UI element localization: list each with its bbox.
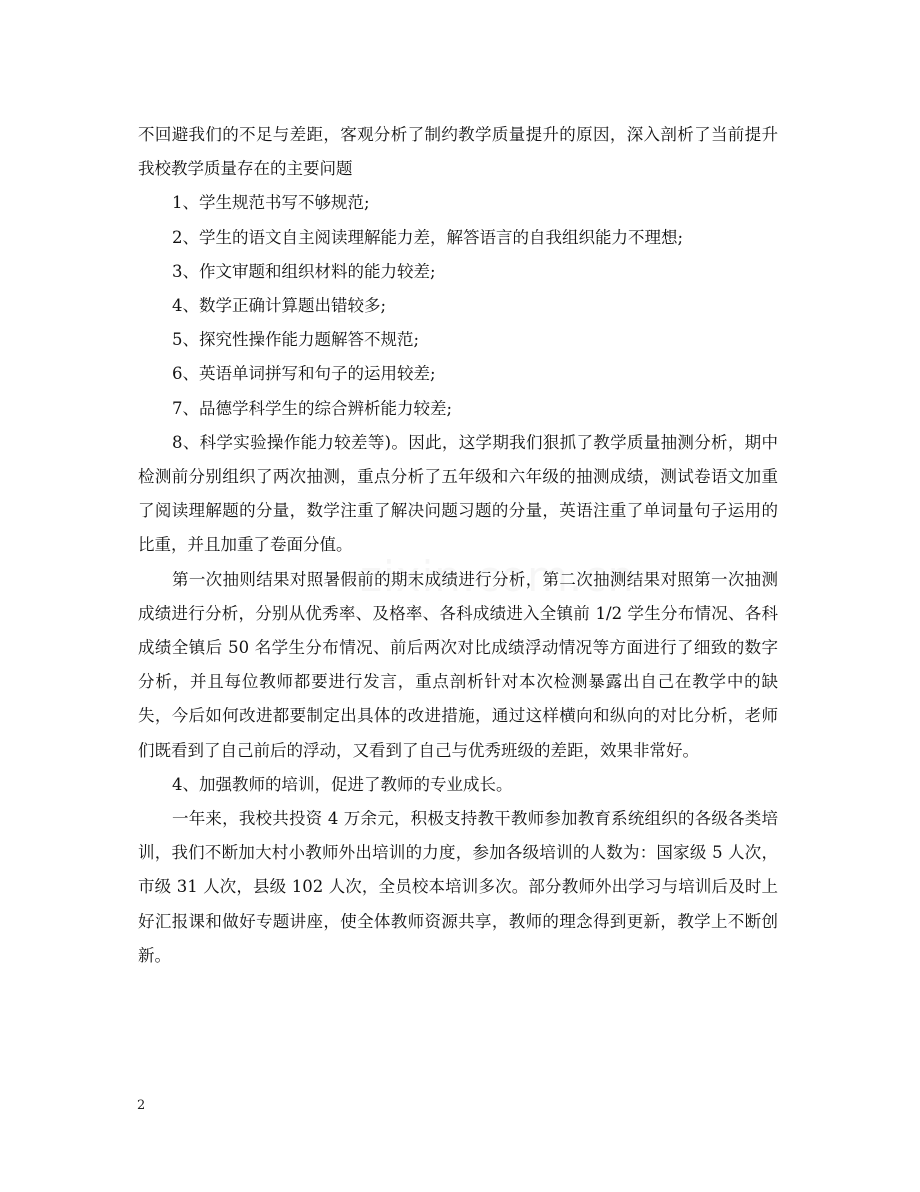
paragraph-training-details: 一年来，我校共投资 4 万余元，积极支持教干教师参加教育系统组织的各级各类培训，我们不断加大村小教师外出培训的力度，参加各级培训的人数为：国家级 5 人次，市级 31 人次，县级 102 人次，全员校本培训多次。部分教师外出学习与培训后及时上好汇报课和做好专题讲座，使全体教师资源共享，教师的理念得到更新，教学上不断创新。 bbox=[138, 809, 778, 965]
section-heading-teacher-training: 4、加强教师的培训，促进了教师的专业成长。 bbox=[172, 774, 513, 794]
list-item-4: 4、数学正确计算题出错较多; bbox=[172, 296, 387, 316]
list-item-6: 6、英语单词拼写和句子的运用较差; bbox=[172, 364, 436, 384]
list-item-1: 1、学生规范书写不够规范; bbox=[172, 193, 370, 213]
list-item-8-paragraph: 8、科学实验操作能力较差等)。因此，这学期我们狠抓了教学质量抽测分析，期中检测前分别组织了两次抽测，重点分析了五年级和六年级的抽测成绩，测试卷语文加重了阅读理解题的分量，数学注重了解决问题习题的分量，英语注重了单词量句子运用的比重，并且加重了卷面分值。 bbox=[138, 432, 778, 555]
list-item-3: 3、作文审题和组织材料的能力较差; bbox=[172, 261, 436, 281]
list-item-7: 7、品德学科学生的综合辨析能力较差; bbox=[172, 398, 453, 418]
paragraph-test-analysis: 第一次抽则结果对照暑假前的期末成绩进行分析，第二次抽测结果对照第一次抽测成绩进行分析，分别从优秀率、及格率、各科成绩进入全镇前 1/2 学生分布情况、各科成绩全镇后 50 名学生分布情况、前后两次对比成绩浮动情况等方面进行了细致的数字分析，并且每位教师都要进行发言，重点剖析针对本次检测暴露出自己在教学中的缺失，今后如何改进都要制定出具体的改进措施，通过这样横向和纵向的对比分析，老师们既看到了自己前后的浮动，又看到了自己与优秀班级的差距，效果非常好。 bbox=[138, 569, 778, 760]
document-body bbox=[138, 118, 778, 973]
list-item-2: 2、学生的语文自主阅读理解能力差，解答语言的自我组织能力不理想; bbox=[172, 227, 684, 247]
list-item-5: 5、探究性操作能力题解答不规范; bbox=[172, 330, 420, 350]
page-number: 2 bbox=[137, 1098, 146, 1113]
paragraph-problems-intro: 不回避我们的不足与差距，客观分析了制约教学质量提升的原因，深入剖析了当前提升我校教学质量存在的主要问题 bbox=[138, 125, 778, 179]
